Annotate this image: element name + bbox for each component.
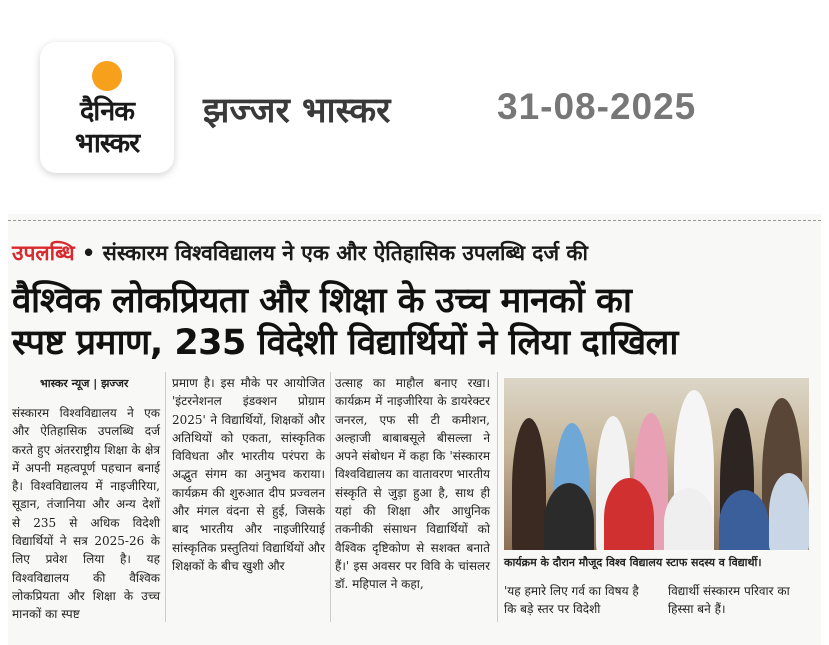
column-divider (330, 372, 331, 622)
group-photo (504, 378, 809, 550)
photo-caption: कार्यक्रम के दौरान मौजूद विश्व विद्यालय स्टाफ सदस्य व विद्यार्थी। (504, 556, 762, 569)
article-column-4a: 'यह हमारे लिए गर्व का विषय है कि बड़े स्तर पर विदेशी (504, 584, 639, 617)
page-header (0, 0, 829, 190)
column-divider (165, 372, 166, 622)
article-column-3: उत्साह का माहौल बनाए रखा। कार्यक्रम में नाइजीरिया के डायरेक्टर जनरल, एफ सी टी कमीशन, अल्हाजी बाबाबसूले बीसल्ला ने अपने संबोधन में कहा कि 'संस्कारम विश्वविद्यालय का वातावरण भारतीय संस्कृति से जुड़ा हुआ है, साथ ही यहां की शिक्षा और आधुनिक तकनीकी संसाधन विद्यार्थियों को वैश्विक दृष्टिकोण से सशक्त बनाते हैं।' इस अवसर पर विवि के चांसलर डॉ. महिपाल ने कहा, (335, 376, 490, 592)
sun-icon (92, 61, 122, 91)
kicker-text: संस्कारम विश्वविद्यालय ने एक और ऐतिहासिक उपलब्धि दर्ज की (102, 241, 588, 265)
byline: भास्कर न्यूज | झज्जर (40, 377, 129, 390)
clipping-top-edge (8, 214, 821, 221)
edition-date: 31-08-2025 (497, 86, 697, 127)
article-column-1: संस्कारम विश्वविद्यालय ने एक और ऐतिहासिक उपलब्धि दर्ज करते हुए अंतरराष्ट्रीय शिक्षा के क्षेत्र में अपनी महत्वपूर्ण पहचान बनाई है। विश्वविद्यालय में नाइजीरिया, सूडान, तंजानिया और अन्य देशों से 235 से अधिक विदेशी विद्यार्थियों ने सत्र 2025-26 के लिए प्रवेश लिया है। यह विश्वविद्यालय की वैश्विक लोकप्रियता और शिक्षा के उच्च मानकों का स्पष्ट (12, 406, 160, 622)
kicker-label: उपलब्धि (12, 241, 75, 265)
logo-line2: भास्कर (74, 128, 140, 159)
logo-line1: दैनिक (79, 96, 135, 127)
headline-line2: स्पष्ट प्रमाण, 235 विदेशी विद्यार्थियों ने लिया दाखिला (12, 323, 678, 363)
column-divider (497, 372, 498, 622)
kicker-bullet: • (74, 241, 103, 265)
edition-title: झज्जर भास्कर (203, 91, 391, 131)
article-column-4b: विद्यार्थी संस्कारम परिवार का हिस्सा बने हैं। (668, 584, 790, 617)
article-kicker (12, 239, 588, 267)
dainik-bhaskar-logo (40, 42, 174, 173)
headline-line1: वैश्विक लोकप्रियता और शिक्षा के उच्च मानकों का (12, 281, 632, 321)
article-column-2: प्रमाण है। इस मौके पर आयोजित 'इंटरनेशनल इंडक्शन प्रोग्राम 2025' ने विद्यार्थियों, शिक्षकों और अतिथियों को एकता, सांस्कृतिक विविधता और भारतीय परंपरा के अद्भुत संगम का अनुभव कराया। कार्यक्रम की शुरुआत दीप प्रज्वलन और मंगल वंदना से हुई, जिसके बाद भारतीय और नाइजीरियाई सांस्कृतिक प्रस्तुतियां विद्यार्थियों और शिक्षकों के बीच खुशी और (172, 376, 325, 573)
